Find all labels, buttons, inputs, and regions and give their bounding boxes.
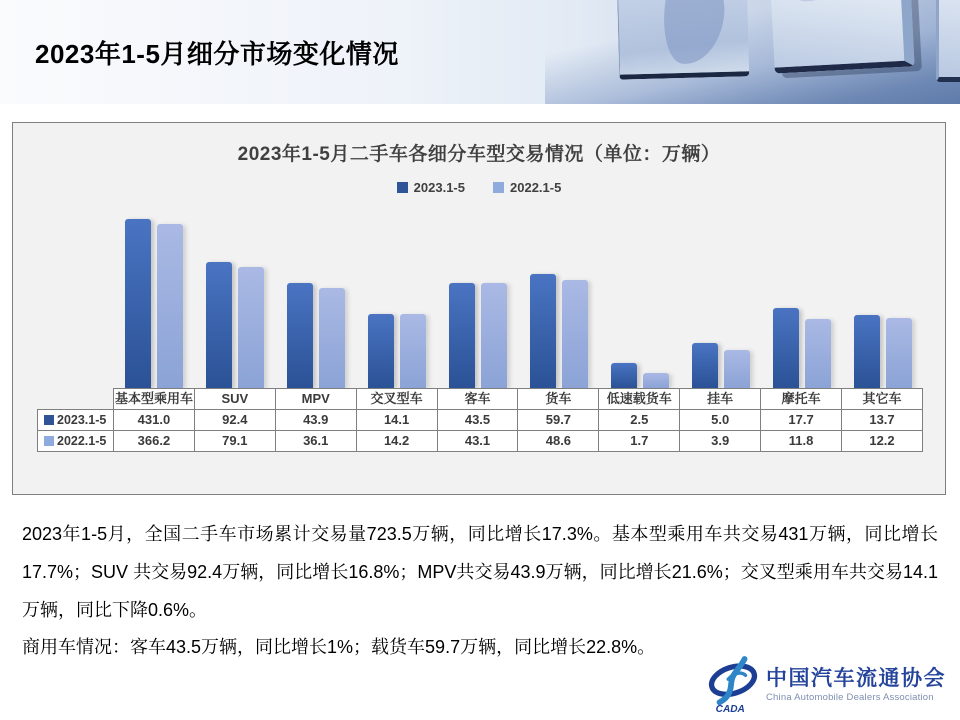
world-map-decor	[659, 0, 729, 68]
bar-2023.1-5-低速载货车	[611, 363, 637, 388]
plot-column-2	[194, 194, 275, 388]
plot-area	[113, 194, 923, 388]
table-row-2022.1-5	[38, 431, 923, 452]
series-swatch-icon	[44, 436, 54, 446]
plot-column-10	[842, 194, 923, 388]
decor-cube-2	[769, 0, 914, 74]
logo-cn-text: 中国汽车流通协会	[766, 666, 946, 690]
table-col-header: 低速载货车	[599, 389, 680, 410]
plot-column-8	[680, 194, 761, 388]
bar-2022.1-5-基本型乘用车	[157, 224, 183, 388]
table-header-row	[38, 389, 923, 410]
table-cell: 79.1	[194, 431, 275, 452]
table-col-header: 客车	[437, 389, 518, 410]
table-cell: 12.2	[842, 431, 923, 452]
bar-2023.1-5-SUV	[206, 262, 232, 388]
bar-2022.1-5-SUV	[238, 267, 264, 388]
bar-2022.1-5-货车	[562, 280, 588, 388]
plot-column-5	[437, 194, 518, 388]
table-cell: 36.1	[275, 431, 356, 452]
cada-emblem-text: CADA	[715, 703, 745, 714]
bar-2023.1-5-MPV	[287, 283, 313, 388]
table-col-header: SUV	[194, 389, 275, 410]
bar-2023.1-5-其它车	[854, 315, 880, 388]
table-col-header: 货车	[518, 389, 599, 410]
data-table	[37, 388, 923, 452]
legend-item-2022	[493, 180, 561, 195]
legend-swatch-2023-icon	[397, 182, 408, 193]
summary-paragraph-1: 2023年1-5月，全国二手车市场累计交易量723.5万辆，同比增长17.3%。基本型乘用车共交易431万辆，同比增长17.7%；SUV 共交易92.4万辆，同比增长16.8%；MPV共交易43.9万辆，同比增长21.6%；交叉型乘用车共交易14.1万辆，同比下降0.6%。	[22, 524, 938, 620]
table-cell: 59.7	[518, 410, 599, 431]
table-cell: 48.6	[518, 431, 599, 452]
logo-text-block	[766, 667, 946, 703]
table-row-label: 2022.1-5	[38, 431, 114, 452]
plot-column-6	[518, 194, 599, 388]
table-cell: 17.7	[761, 410, 842, 431]
bar-2022.1-5-摩托车	[805, 319, 831, 388]
decor-cube-3	[936, 0, 960, 82]
slide-header	[0, 0, 960, 104]
bar-2023.1-5-基本型乘用车	[125, 219, 151, 388]
series-swatch-icon	[44, 415, 54, 425]
table-col-header: 摩托车	[761, 389, 842, 410]
bar-2022.1-5-低速载货车	[643, 373, 669, 388]
table-cell: 43.9	[275, 410, 356, 431]
table-row-2023.1-5	[38, 410, 923, 431]
bar-2023.1-5-摩托车	[773, 308, 799, 388]
table-col-header: 其它车	[842, 389, 923, 410]
legend-swatch-2022-icon	[493, 182, 504, 193]
table-cell: 1.7	[599, 431, 680, 452]
plot-column-4	[356, 194, 437, 388]
table-col-header: MPV	[275, 389, 356, 410]
table-cell: 5.0	[680, 410, 761, 431]
table-cell: 11.8	[761, 431, 842, 452]
chart-panel	[12, 122, 946, 495]
table-cell: 3.9	[680, 431, 761, 452]
bar-2022.1-5-客车	[481, 283, 507, 388]
cada-logo	[707, 656, 946, 714]
plot-column-1	[113, 194, 194, 388]
plot-column-3	[275, 194, 356, 388]
bar-2022.1-5-MPV	[319, 288, 345, 388]
table-cell: 2.5	[599, 410, 680, 431]
table-cell: 13.7	[842, 410, 923, 431]
bar-2023.1-5-客车	[449, 283, 475, 388]
table-cell: 43.1	[437, 431, 518, 452]
table-cell: 14.2	[356, 431, 437, 452]
summary-paragraph-2: 商用车情况：客车43.5万辆，同比增长1%；载货车59.7万辆，同比增长22.8%。	[22, 637, 656, 658]
bar-2022.1-5-其它车	[886, 318, 912, 388]
table-col-header: 交叉型车	[356, 389, 437, 410]
summary-text	[22, 516, 938, 667]
table-col-header: 挂车	[680, 389, 761, 410]
table-cell: 92.4	[194, 410, 275, 431]
table-col-header: 基本型乘用车	[114, 389, 195, 410]
legend-label-2022: 2022.1-5	[510, 179, 562, 195]
plot-column-7	[599, 194, 680, 388]
world-map-decor	[784, 0, 835, 4]
chart-title: 2023年1-5月二手车各细分车型交易情况（单位：万辆）	[237, 144, 721, 165]
table-corner	[38, 389, 114, 410]
table-cell: 431.0	[114, 410, 195, 431]
plot-column-9	[761, 194, 842, 388]
decor-cube-1	[617, 0, 750, 80]
legend-label-2023: 2023.1-5	[413, 179, 465, 195]
bar-2022.1-5-挂车	[724, 350, 750, 388]
table-cell: 14.1	[356, 410, 437, 431]
legend-item-2023	[397, 180, 465, 195]
bar-2022.1-5-交叉型车	[400, 314, 426, 388]
table-row-label: 2023.1-5	[38, 410, 114, 431]
bar-2023.1-5-挂车	[692, 343, 718, 388]
cada-logo-emblem-icon	[707, 656, 759, 714]
bar-2023.1-5-交叉型车	[368, 314, 394, 388]
table-cell: 366.2	[114, 431, 195, 452]
bar-2023.1-5-货车	[530, 274, 556, 388]
page-title: 2023年1-5月细分市场变化情况	[35, 39, 399, 69]
table-cell: 43.5	[437, 410, 518, 431]
logo-en-text: China Automobile Dealers Association	[766, 692, 934, 704]
